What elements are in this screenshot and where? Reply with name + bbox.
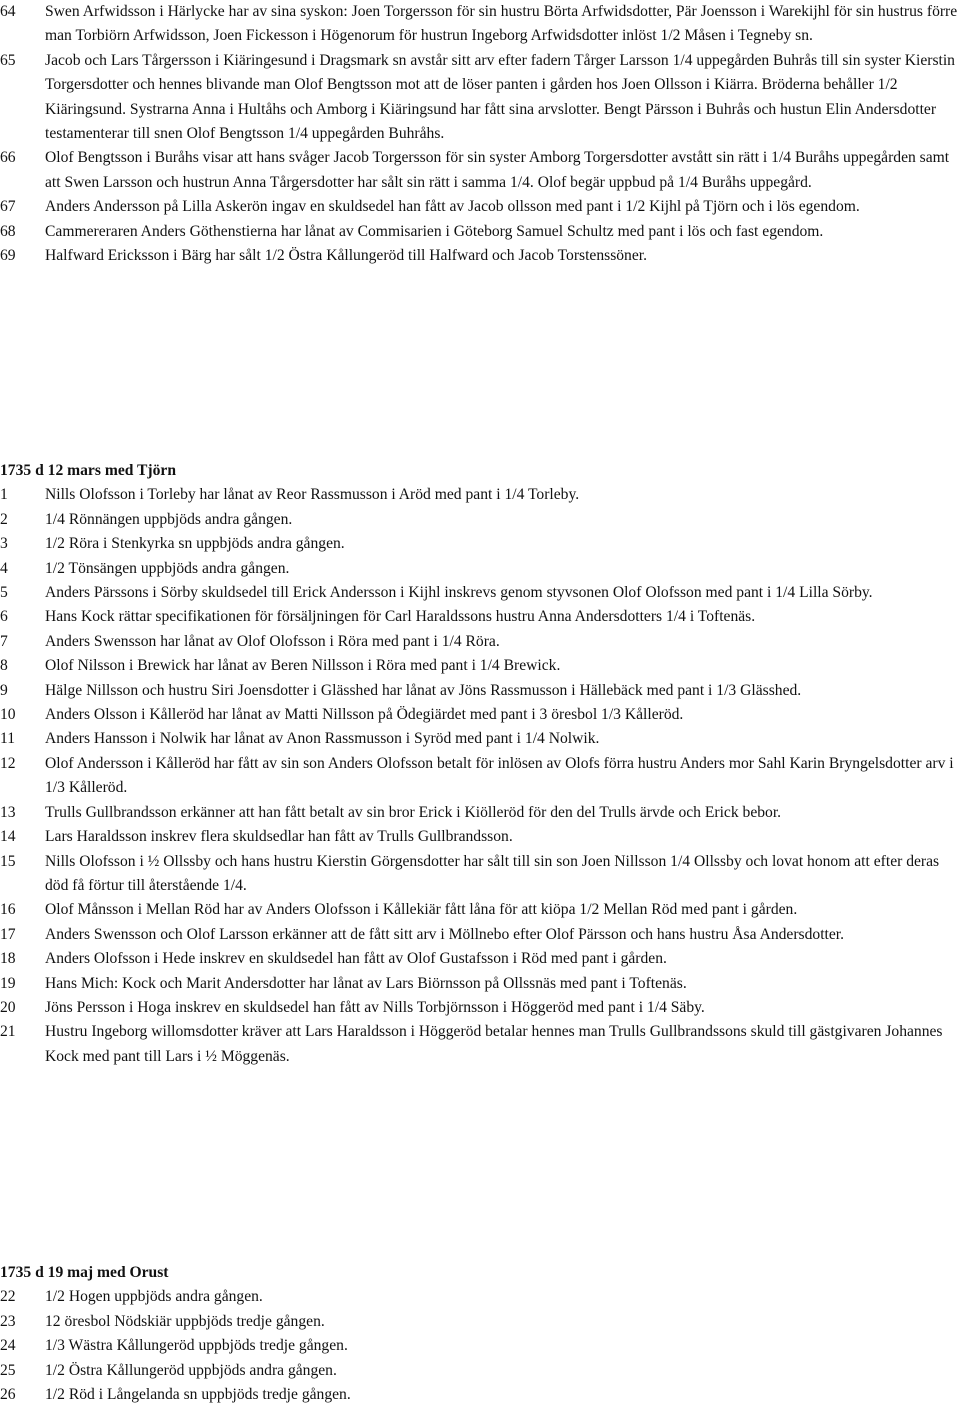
entry bbox=[0, 972, 960, 996]
entry bbox=[0, 195, 960, 219]
entry-text: 1/2 Röra i Stenkyrka sn uppbjöds andra gången. bbox=[45, 535, 345, 553]
entry-number: 1 bbox=[0, 486, 8, 504]
entry-number: 2 bbox=[0, 510, 8, 528]
entry-number: 13 bbox=[0, 803, 16, 821]
entry-text: Olof Bengtsson i Buråhs visar att hans svåger Jacob Torgersson för sin syster Amborg Torgersdotter avstått sin rätt i 1/4 Buråhs uppegården samt att Swen Larsson och hustrun Anna Tårgersdotter har sålt sin rätt i samma 1/4. Olof begär uppbud på 1/4 Buråhs uppegård. bbox=[45, 149, 950, 191]
entry bbox=[0, 220, 960, 244]
entry bbox=[0, 850, 960, 899]
entry-text: Trulls Gullbrandsson erkänner att han fått betalt av sin bror Erick i Kiölleröd för den del Trulls ärvde och Erick bebor. bbox=[45, 803, 782, 821]
entry-text: 1/2 Tönsängen uppbjöds andra gången. bbox=[45, 559, 290, 577]
section-orust bbox=[0, 1261, 960, 1407]
entry bbox=[0, 1285, 960, 1309]
entry-number: 11 bbox=[0, 730, 16, 748]
entry-number: 64 bbox=[0, 3, 16, 20]
entry bbox=[0, 703, 960, 727]
entry-number: 14 bbox=[0, 828, 16, 846]
section-tjorn bbox=[0, 459, 960, 1069]
section-heading: 1735 d 19 maj med Orust bbox=[0, 1264, 169, 1281]
entry bbox=[0, 752, 960, 801]
entry-text: 1/2 Hogen uppbjöds andra gången. bbox=[45, 1288, 263, 1306]
section-1 bbox=[0, 0, 960, 268]
entry-number: 22 bbox=[0, 1288, 16, 1306]
entry-number: 24 bbox=[0, 1337, 16, 1355]
entry-number: 26 bbox=[0, 1386, 16, 1404]
entry bbox=[0, 557, 960, 581]
entry bbox=[0, 825, 960, 849]
entry-number: 66 bbox=[0, 149, 16, 167]
entry-text: Anders Pärssons i Sörby skuldsedel till Erick Andersson i Kijhl inskrevs genom styvsonen Olof Olofsson med pant i 1/4 Lilla Sörby. bbox=[45, 584, 873, 602]
entry bbox=[0, 679, 960, 703]
entry-text: Nills Olofsson i Torleby har lånat av Reor Rassmusson i Aröd med pant i 1/4 Torleby. bbox=[45, 486, 580, 504]
entry-text: 12 öresbol Nödskiär uppbjöds tredje gången. bbox=[45, 1312, 325, 1330]
entry-text: Olof Nilsson i Brewick har lånat av Beren Nillsson i Röra med pant i 1/4 Brewick. bbox=[45, 657, 561, 675]
entry bbox=[0, 508, 960, 532]
entry-text: Hustru Ingeborg willomsdotter kräver att Lars Haraldsson i Höggeröd betalar hennes man Trulls Gullbrandssons skuld till gästgivaren Johannes Kock med pant till Lars i ½ Möggenäs. bbox=[45, 1023, 943, 1065]
entry-number: 9 bbox=[0, 681, 8, 699]
entry-number: 17 bbox=[0, 925, 16, 943]
entry-number: 18 bbox=[0, 950, 16, 968]
entry-text: Olof Andersson i Kålleröd har fått av sin son Anders Olofsson betalt för inlösen av Olofs förra hustru Anders mor Sahl Karin Bryngelsdotter arv i 1/3 Kålleröd. bbox=[45, 754, 954, 797]
entry bbox=[0, 898, 960, 922]
entry-number: 21 bbox=[0, 1023, 16, 1041]
entry-number: 20 bbox=[0, 998, 16, 1016]
entry-number: 16 bbox=[0, 901, 16, 919]
entry-text: Jacob och Lars Tårgersson i Kiäringesund i Dragsmark sn avstår sitt arv efter fadern Tårger Larsson 1/4 uppegården Buhrås till sin syster Kierstin Torgersdotter och hennes blivande man Olof Bengtsson mot att de löser panten i gården hos Joen Ollsson i Kiärra. Bröderna behåller 1/2 Kiäringsund. Systrarna Anna i Hultåhs och Amborg i Kiäringsund har fått sina arvslotter. Bengt Pärsson i Buhrås och hustun Elin Andersdotter testamenterar till snen Olof Bengtsson 1/4 uppegården Buhråhs. bbox=[45, 51, 955, 143]
entry-number: 5 bbox=[0, 584, 8, 602]
entry-number: 3 bbox=[0, 535, 8, 553]
entry-number: 68 bbox=[0, 222, 16, 240]
entry-number: 25 bbox=[0, 1361, 16, 1379]
entry bbox=[0, 0, 960, 49]
entry-number: 69 bbox=[0, 247, 16, 265]
entry bbox=[0, 244, 960, 268]
entry-text: 1/2 Röd i Långelanda sn uppbjöds tredje gången. bbox=[45, 1386, 351, 1404]
entry-text: Swen Arfwidsson i Härlycke har av sina syskon: Joen Torgersson för sin hustru Börta Arfwidsdotter, Pär Joensson i Warekijhl för sin hustrus förre man Torbiörn Arfwidsson, Joen Fickesson i Högenorum för hustrun Ingeborg Arfwidsdotter inlöst 1/2 Måsen i Tegneby sn. bbox=[45, 3, 958, 45]
entry bbox=[0, 654, 960, 678]
entry-text: Hälge Nillsson och hustru Siri Joensdotter i Glässhed har lånat av Jöns Rassmusson i Hällebäck med pant i 1/3 Glässhed. bbox=[45, 681, 802, 699]
entry-text: Anders Andersson på Lilla Askerön ingav en skuldsedel han fått av Jacob ollsson med pant i 1/2 Kijhl på Tjörn och i lös egendom. bbox=[45, 198, 860, 216]
entry bbox=[0, 1020, 960, 1069]
entry-text: Cammereraren Anders Göthenstierna har lånat av Commisarien i Göteborg Samuel Schultz med pant i lös och fast egendom. bbox=[45, 222, 824, 240]
entry bbox=[0, 923, 960, 947]
entry-text: 1/2 Östra Kållungeröd uppbjöds andra gången. bbox=[45, 1361, 337, 1379]
entry bbox=[0, 947, 960, 971]
entry-number: 65 bbox=[0, 51, 16, 69]
entry-text: Anders Olsson i Kålleröd har lånat av Matti Nillsson på Ödegiärdet med pant i 3 öresbol 1/3 Kålleröd. bbox=[45, 706, 684, 724]
entry-text: Hans Mich: Kock och Marit Andersdotter har lånat av Lars Biörnsson på Ollssnäs med pant i Toftenäs. bbox=[45, 974, 687, 992]
entry bbox=[0, 483, 960, 507]
entry-number: 7 bbox=[0, 632, 8, 650]
entry bbox=[0, 581, 960, 605]
entry bbox=[0, 996, 960, 1020]
entry-number: 15 bbox=[0, 852, 16, 870]
entry-number: 4 bbox=[0, 559, 8, 577]
entry-number: 8 bbox=[0, 657, 8, 675]
entry-text: 1/3 Wästra Kållungeröd uppbjöds tredje gången. bbox=[45, 1337, 348, 1355]
entry bbox=[0, 727, 960, 751]
entry-number: 6 bbox=[0, 608, 8, 626]
entry-number: 19 bbox=[0, 974, 16, 992]
section-heading: 1735 d 12 mars med Tjörn bbox=[0, 462, 177, 479]
entry-text: Lars Haraldsson inskrev flera skuldsedlar han fått av Trulls Gullbrandsson. bbox=[45, 828, 513, 846]
entry-text: Anders Swensson och Olof Larsson erkänner att de fått sitt arv i Möllnebo efter Olof Pärsson och hans hustru Åsa Andersdotter. bbox=[45, 925, 845, 943]
entry-text: Nills Olofsson i ½ Ollssby och hans hustru Kierstin Görgensdotter har sålt till sin son Joen Nillsson 1/4 Ollssby och lovat honom att efter deras död få förtur till återstående 1/4. bbox=[45, 852, 940, 894]
entry-number: 23 bbox=[0, 1312, 16, 1330]
entry-number: 67 bbox=[0, 198, 16, 216]
entry bbox=[0, 146, 960, 195]
entry-text: Jöns Persson i Hoga inskrev en skuldsedel han fått av Nills Torbjörnsson i Höggeröd med pant i 1/4 Säby. bbox=[45, 998, 705, 1016]
entry-text: Olof Månsson i Mellan Röd har av Anders Olofsson i Kållekiär fått låna för att kiöpa 1/2 Mellan Röd med pant i gården. bbox=[45, 901, 798, 919]
entry-text: Anders Swensson har lånat av Olof Olofsson i Röra med pant i 1/4 Röra. bbox=[45, 632, 500, 650]
entry-text: Anders Olofsson i Hede inskrev en skuldsedel han fått av Olof Gustafsson i Röd med pant i gården. bbox=[45, 950, 667, 968]
entry bbox=[0, 532, 960, 556]
entry bbox=[0, 1383, 960, 1407]
entry-text: Hans Kock rättar specifikationen för försäljningen för Carl Haraldssons hustru Anna Andersdotters 1/4 i Toftenäs. bbox=[45, 608, 756, 626]
entry bbox=[0, 1310, 960, 1334]
entry bbox=[0, 1359, 960, 1383]
entry-number: 10 bbox=[0, 706, 16, 724]
entry bbox=[0, 630, 960, 654]
entry bbox=[0, 605, 960, 629]
entry-number: 12 bbox=[0, 754, 16, 772]
entry bbox=[0, 801, 960, 825]
entry-text: 1/4 Rönnängen uppbjöds andra gången. bbox=[45, 510, 293, 528]
entry-text: Anders Hansson i Nolwik har lånat av Anon Rassmusson i Syröd med pant i 1/4 Nolwik. bbox=[45, 730, 600, 748]
entry-text: Halfward Ericksson i Bärg har sålt 1/2 Östra Kållungeröd till Halfward och Jacob Torstenssöner. bbox=[45, 247, 648, 265]
entry bbox=[0, 1334, 960, 1358]
entry bbox=[0, 49, 960, 147]
